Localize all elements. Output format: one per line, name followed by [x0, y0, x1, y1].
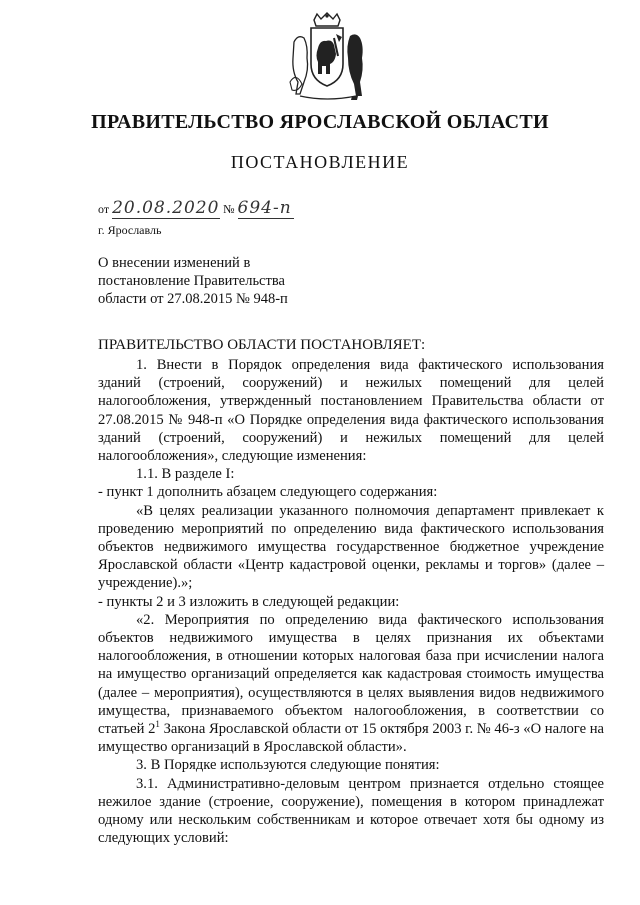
paragraph-item-2-3: - пункты 2 и 3 изложить в следующей редакции:	[98, 593, 400, 610]
document-type: ПОСТАНОВЛЕНИЕ	[230, 152, 410, 172]
handwritten-number: 694-п	[237, 198, 292, 218]
decree-heading: ПРАВИТЕЛЬСТВО ОБЛАСТИ ПОСТАНОВЛЯЕТ:	[98, 337, 426, 353]
number-prefix: №	[223, 202, 235, 216]
paragraph-quote-2	[98, 611, 604, 757]
paragraph-3: 3. В Порядке используются следующие понятия:	[136, 757, 440, 774]
paragraph-3-1: 3.1. Административно-деловым центром признается отдельно стоящее нежилое здание (строение, сооружение), помещения в котором принадлежат одному или нескольким собственникам и которое отвечает хотя бы одному из следующих условий:	[98, 775, 604, 847]
handwritten-date-field	[112, 198, 220, 219]
decree-body	[98, 356, 604, 847]
subject-line: О внесении изменений в	[98, 255, 251, 271]
paragraph-item-1: - пункт 1 дополнить абзацем следующего содержания:	[98, 484, 438, 501]
city: г. Ярославль	[98, 223, 162, 237]
date-number-line	[98, 198, 294, 219]
subject-block	[98, 254, 358, 308]
superscript: 1	[155, 719, 160, 730]
quote-2-part-b: Закона Ярославской области от 15 октября 2003 г. № 46-з «О налоге на имущество организаций в Ярославской области».	[98, 721, 604, 756]
date-prefix: от	[98, 202, 110, 216]
coat-of-arms-emblem	[286, 12, 368, 104]
handwritten-date: 20.08.2020	[112, 198, 220, 218]
subject-line: области от 27.08.2015 № 948-п	[98, 291, 288, 307]
paragraph-1: 1. Внести в Порядок определения вида фактического использования зданий (строений, сооружений) и нежилых помещений для целей налогообложения, утвержденный постановлением Правительства области от 27.08.2015 № 948-п «О Порядке определения вида фактического использования зданий (строений, сооружений) и нежилых помещений для целей налогообложения», следующие изменения:	[98, 357, 604, 465]
government-title: ПРАВИТЕЛЬСТВО ЯРОСЛАВСКОЙ ОБЛАСТИ	[91, 111, 549, 133]
subject-line: постановление Правительства	[98, 273, 285, 289]
handwritten-number-field	[238, 198, 294, 219]
quote-2-part-a: «2. Мероприятия по определению вида фактического использования объектов недвижимого имущества в целях признания их объектами налогообложения, в отношении которых налоговая база при исчислении налога на имущество организаций определяется как кадастровая стоимость имущества (далее – мероприятия), осуществляются в целях выявления видов недвижимого имущества, признаваемого объектом налогообложения, в соответствии со статьей 2	[98, 611, 604, 738]
paragraph-quote-1: «В целях реализации указанного полномочия департамент привлекает к проведению мероприятий по определению вида фактического использования объектов недвижимого имущества государственное бюджетное учреждение Ярославской области «Центр кадастровой оценки, рекламы и торгов» (далее – учреждение).»;	[98, 502, 604, 592]
paragraph-1-1: 1.1. В разделе I:	[136, 466, 235, 483]
